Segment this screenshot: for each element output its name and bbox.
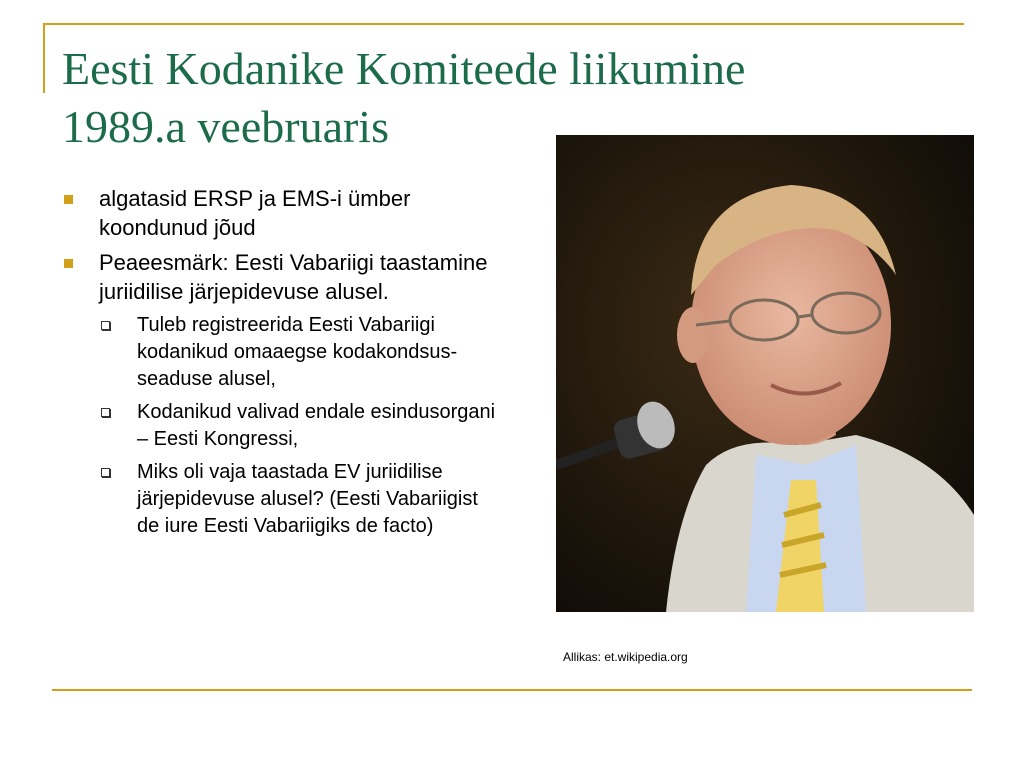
bullet-text: Peaeesmärk: Eesti Vabariigi taastamine juriidilise järjepidevuse alusel.	[99, 250, 488, 304]
square-bullet-icon	[64, 195, 73, 204]
sub-bullet-text: Miks oli vaja taastada EV juriidilise järjepidevuse alusel? (Eesti Vabariigist de iure Eesti Vabariigiks de facto)	[137, 461, 478, 537]
sub-bullet-item	[99, 312, 502, 393]
title-line-2: 1989.a veebruaris	[62, 101, 389, 152]
accent-top-line	[43, 23, 964, 25]
sub-bullet-text: Kodanikud valivad endale esindusorgani – Eesti Kongressi,	[137, 401, 496, 450]
sub-bullet-item	[99, 399, 502, 453]
image-source-caption: Allikas: et.wikipedia.org	[563, 650, 688, 664]
sub-bullet-text: Tuleb registreerida Eesti Vabariigi kodanikud omaaegse kodakondsus-seaduse alusel,	[137, 314, 458, 390]
sub-bullet-item	[99, 459, 502, 540]
bullet-item	[62, 184, 502, 242]
sub-bullet-list	[99, 312, 502, 540]
accent-bottom-line	[52, 689, 972, 691]
bullet-list	[62, 184, 502, 546]
bullet-text: algatasid ERSP ja EMS-i ümber koondunud jõud	[99, 186, 411, 240]
hollow-square-bullet-icon	[101, 468, 110, 477]
bullet-item	[62, 248, 502, 540]
speaker-portrait-illustration	[556, 135, 974, 612]
speaker-photo	[556, 135, 974, 612]
accent-vertical-line	[43, 23, 45, 93]
title-line-1: Eesti Kodanike Komiteede liikumine	[62, 43, 746, 94]
square-bullet-icon	[64, 259, 73, 268]
hollow-square-bullet-icon	[101, 321, 110, 330]
hollow-square-bullet-icon	[101, 408, 110, 417]
